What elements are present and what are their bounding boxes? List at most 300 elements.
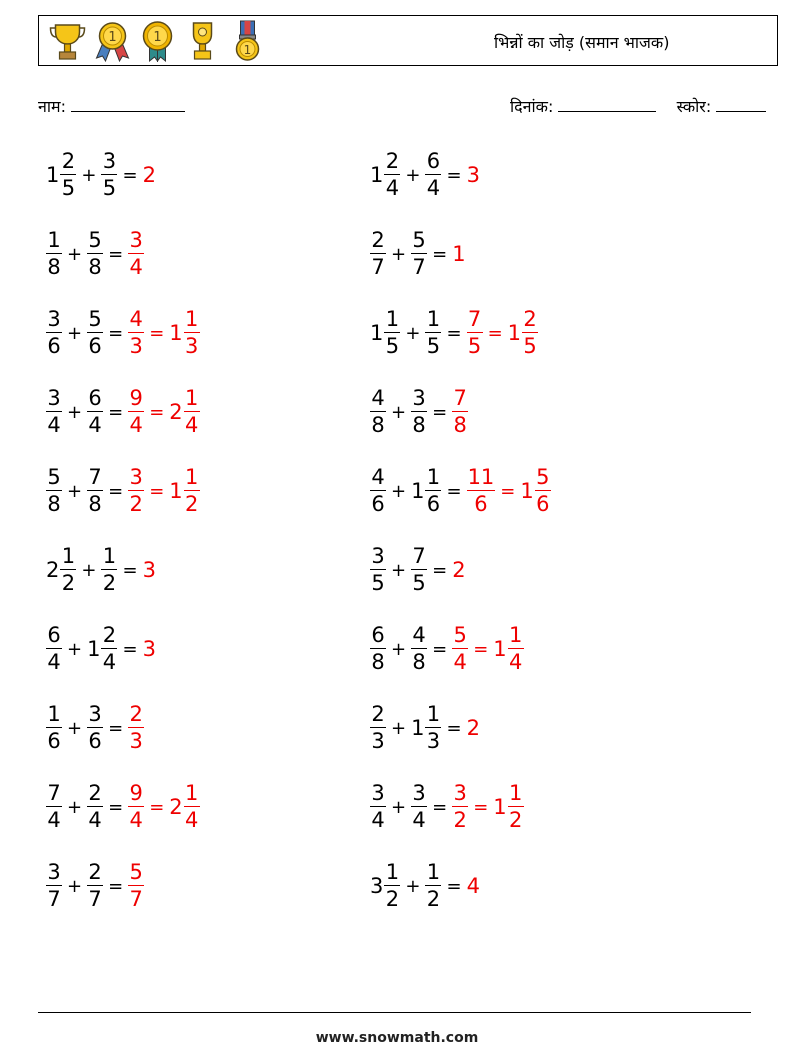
equals-sign: = [149,796,165,818]
plus-sign: + [405,322,421,344]
plus-sign: + [391,480,407,502]
fraction [46,862,62,910]
denominator: 4 [371,808,385,832]
problem-item [46,617,157,681]
equals-sign: = [108,875,124,897]
denominator: 8 [88,492,102,516]
numerator: 1 [426,465,441,489]
fraction [452,625,468,673]
denominator: 4 [508,650,523,674]
fraction [411,783,427,831]
numerator: 3 [47,386,61,410]
plus-sign: + [391,401,407,423]
denominator: 4 [412,808,426,832]
icon-strip [47,20,268,62]
equals-sign: = [108,322,124,344]
whole-number: 4 [466,874,480,898]
numerator: 2 [102,623,117,647]
fraction [128,309,144,357]
equals-sign: = [122,638,138,660]
trophy-icon [47,20,88,62]
denominator: 8 [453,413,467,437]
numerator: 5 [129,860,143,884]
numerator: 2 [129,702,143,726]
answer [452,242,466,266]
denominator: 2 [129,492,143,516]
denominator: 3 [426,729,441,753]
numerator: 3 [453,781,467,805]
whole-number: 1 [452,242,466,266]
denominator: 8 [88,255,102,279]
fraction [101,151,117,199]
denominator: 7 [47,887,61,911]
numerator: 9 [129,781,143,805]
denominator: 6 [88,334,102,358]
denominator: 3 [371,729,385,753]
fraction [411,546,427,594]
denominator: 4 [102,650,117,674]
numerator: 2 [385,149,400,173]
svg-text:1: 1 [108,30,117,45]
equals-sign: = [108,480,124,502]
whole-number: 2 [142,163,156,187]
fraction [128,230,144,278]
numerator: 4 [129,307,143,331]
answer [144,309,199,357]
answer [144,783,199,831]
answer [143,558,157,582]
answer [144,388,199,436]
fraction [425,309,441,357]
fraction [411,388,427,436]
score-label: स्कोर: [676,97,712,116]
numerator: 1 [184,307,199,331]
numerator: 6 [88,386,102,410]
fraction [184,783,200,831]
plus-sign: + [67,875,83,897]
fraction [60,151,76,199]
denominator: 8 [47,492,61,516]
denominator: 4 [184,413,199,437]
denominator: 6 [47,334,61,358]
problem-item [46,538,157,602]
whole-number: 3 [370,874,384,898]
denominator: 2 [61,571,76,595]
whole-number: 2 [466,716,480,740]
fraction [184,309,200,357]
problem-item [370,775,524,839]
problem-item [370,459,551,523]
denominator: 6 [536,492,550,516]
name-blank[interactable] [71,97,185,112]
denominator: 7 [129,887,143,911]
answer [467,309,483,357]
fraction [46,704,62,752]
fraction [452,783,468,831]
header-box [38,15,778,66]
equals-sign: = [122,164,138,186]
fraction [370,704,386,752]
fraction [46,467,62,515]
fraction [425,467,441,515]
denominator: 4 [426,176,441,200]
whole-number: 1 [520,479,534,503]
denominator: 3 [129,334,143,358]
numerator: 2 [371,228,385,252]
plus-sign: + [391,243,407,265]
equals-sign: = [149,322,165,344]
answer [144,467,199,515]
numerator: 4 [371,386,385,410]
fraction [46,309,62,357]
plus-sign: + [67,717,83,739]
numerator: 1 [61,544,76,568]
numerator: 11 [467,465,495,489]
equals-sign: = [432,638,448,660]
answer [452,625,468,673]
whole-number: 1 [370,321,384,345]
fraction [128,783,144,831]
denominator: 2 [508,808,523,832]
whole-number: 2 [169,400,183,424]
numerator: 1 [385,860,400,884]
fraction [384,862,400,910]
fraction [425,862,441,910]
fraction [425,704,441,752]
answer [143,163,157,187]
denominator: 6 [474,492,488,516]
equals-sign: = [432,796,448,818]
equals-sign: = [432,243,448,265]
fraction [370,467,386,515]
numerator: 3 [47,307,61,331]
date-blank[interactable] [558,97,656,112]
problem-item [370,301,538,365]
numerator: 9 [129,386,143,410]
denominator: 8 [412,650,426,674]
denominator: 2 [453,808,467,832]
fraction [370,783,386,831]
equals-sign: = [432,559,448,581]
numerator: 3 [371,544,385,568]
problem-item [46,775,200,839]
plus-sign: + [405,164,421,186]
numerator: 7 [467,307,482,331]
plus-sign: + [67,322,83,344]
plus-sign: + [67,243,83,265]
equals-sign: = [108,401,124,423]
problem-item [370,538,467,602]
fraction [452,388,468,436]
denominator: 7 [371,255,385,279]
numerator: 1 [426,860,441,884]
numerator: 2 [61,149,76,173]
fraction [184,467,200,515]
numerator: 7 [47,781,61,805]
denominator: 4 [184,808,199,832]
denominator: 7 [412,255,426,279]
svg-text:1: 1 [243,43,252,57]
numerator: 5 [453,623,467,647]
name-label: नाम: [38,97,66,116]
denominator: 4 [88,413,102,437]
answer [128,467,144,515]
numerator: 5 [47,465,61,489]
numerator: 1 [102,544,117,568]
whole-number: 2 [452,558,466,582]
equals-sign: = [446,164,462,186]
plus-sign: + [391,638,407,660]
numerator: 7 [88,465,102,489]
fraction [87,783,103,831]
plus-sign: + [405,875,421,897]
fraction [101,625,117,673]
denominator: 6 [426,492,441,516]
denominator: 2 [426,887,441,911]
equals-sign: = [108,243,124,265]
denominator: 4 [129,255,143,279]
plus-sign: + [391,796,407,818]
denominator: 8 [47,255,61,279]
denominator: 8 [371,650,385,674]
equals-sign: = [487,322,503,344]
denominator: 6 [88,729,102,753]
numerator: 5 [412,228,426,252]
equals-sign: = [446,875,462,897]
denominator: 5 [426,334,441,358]
denominator: 8 [412,413,426,437]
denominator: 4 [47,413,61,437]
numerator: 2 [523,307,537,331]
whole-number: 2 [169,795,183,819]
numerator: 5 [88,228,102,252]
problem-item [370,617,524,681]
numerator: 2 [88,781,102,805]
answer [128,783,144,831]
denominator: 4 [88,808,102,832]
numerator: 3 [129,465,143,489]
fraction [60,546,76,594]
numerator: 3 [129,228,143,252]
numerator: 3 [102,149,117,173]
problem-item [46,696,144,760]
date-label: दिनांक: [510,97,554,116]
numerator: 1 [508,781,523,805]
fraction [46,388,62,436]
fraction [384,309,400,357]
equals-sign: = [108,717,124,739]
numerator: 5 [536,465,550,489]
fraction [425,151,441,199]
numerator: 7 [453,386,467,410]
plus-sign: + [81,164,97,186]
medal-strap-icon [227,20,268,62]
denominator: 5 [61,176,76,200]
denominator: 6 [371,492,385,516]
numerator: 1 [426,702,441,726]
denominator: 4 [129,808,143,832]
plus-sign: + [67,401,83,423]
fraction [411,230,427,278]
denominator: 6 [47,729,61,753]
plus-sign: + [391,717,407,739]
fraction [522,309,538,357]
fraction [128,467,144,515]
answer [468,625,523,673]
problem-item [46,222,144,286]
fraction [467,309,483,357]
fraction [128,862,144,910]
equals-sign: = [446,717,462,739]
fraction [535,467,551,515]
answer [128,309,144,357]
answer [143,637,157,661]
numerator: 1 [508,623,523,647]
equals-sign: = [446,322,462,344]
fraction [508,783,524,831]
numerator: 2 [88,860,102,884]
numerator: 1 [385,307,400,331]
whole-number: 1 [87,637,101,661]
whole-number: 1 [169,321,183,345]
denominator: 4 [47,808,61,832]
problem-item [370,696,481,760]
numerator: 1 [426,307,441,331]
date-score-fields [510,95,766,117]
numerator: 5 [88,307,102,331]
answer [128,230,144,278]
problem-item [370,854,481,918]
fraction [46,230,62,278]
whole-number: 1 [411,479,425,503]
denominator: 5 [523,334,537,358]
whole-number: 1 [46,163,60,187]
equals-sign: = [149,480,165,502]
numerator: 4 [412,623,426,647]
denominator: 2 [385,887,400,911]
fraction [87,309,103,357]
numerator: 3 [412,781,426,805]
whole-number: 3 [466,163,480,187]
numerator: 3 [47,860,61,884]
fraction [184,388,200,436]
numerator: 6 [371,623,385,647]
plus-sign: + [67,796,83,818]
denominator: 5 [412,571,426,595]
medal-rosette-icon [137,20,178,62]
whole-number: 1 [493,637,507,661]
answer [452,388,468,436]
numerator: 1 [184,465,199,489]
problem-item [46,854,144,918]
whole-number: 1 [411,716,425,740]
answer [467,467,496,515]
numerator: 1 [184,386,199,410]
plus-sign: + [67,480,83,502]
answer [467,163,481,187]
fraction [508,625,524,673]
denominator: 3 [129,729,143,753]
name-field[interactable] [38,95,185,117]
equals-sign: = [473,638,489,660]
fraction [467,467,496,515]
denominator: 7 [88,887,102,911]
denominator: 4 [129,413,143,437]
whole-number: 1 [493,795,507,819]
answer [452,783,468,831]
fraction [370,388,386,436]
answer [468,783,523,831]
denominator: 5 [467,334,482,358]
whole-number: 1 [370,163,384,187]
denominator: 2 [184,492,199,516]
fraction [128,388,144,436]
denominator: 5 [385,334,400,358]
fraction [370,230,386,278]
numerator: 3 [371,781,385,805]
denominator: 2 [102,571,117,595]
denominator: 4 [47,650,61,674]
answer [128,704,144,752]
worksheet-title: भिन्नों का जोड़ (समान भाजक) [494,33,670,52]
fraction [101,546,117,594]
fraction [87,862,103,910]
fraction [87,704,103,752]
numerator: 6 [426,149,441,173]
whole-number: 3 [142,558,156,582]
fraction [46,783,62,831]
fraction [384,151,400,199]
numerator: 1 [47,702,61,726]
denominator: 3 [184,334,199,358]
equals-sign: = [149,401,165,423]
fraction [87,388,103,436]
answer [128,862,144,910]
medal-ribbon-icon [92,20,133,62]
equals-sign: = [432,401,448,423]
denominator: 4 [385,176,400,200]
problem-item [370,380,468,444]
whole-number: 1 [507,321,522,345]
fraction [87,467,103,515]
problem-item [370,143,481,207]
fraction [370,546,386,594]
problem-item [46,459,200,523]
equals-sign: = [446,480,462,502]
footer-url[interactable]: www.snowmath.com [315,1030,479,1046]
whole-number: 3 [142,637,156,661]
score-blank[interactable] [716,97,766,112]
denominator: 4 [453,650,467,674]
fraction [370,625,386,673]
answer [495,467,550,515]
plus-sign: + [67,638,83,660]
svg-text:1: 1 [153,30,162,45]
numerator: 7 [412,544,426,568]
fraction [411,625,427,673]
denominator: 8 [371,413,385,437]
fraction [128,704,144,752]
problem-item [46,143,157,207]
answer [452,558,466,582]
numerator: 4 [371,465,385,489]
plus-sign: + [391,559,407,581]
numerator: 1 [47,228,61,252]
numerator: 3 [88,702,102,726]
fraction [46,625,62,673]
plus-sign: + [81,559,97,581]
denominator: 5 [102,176,117,200]
